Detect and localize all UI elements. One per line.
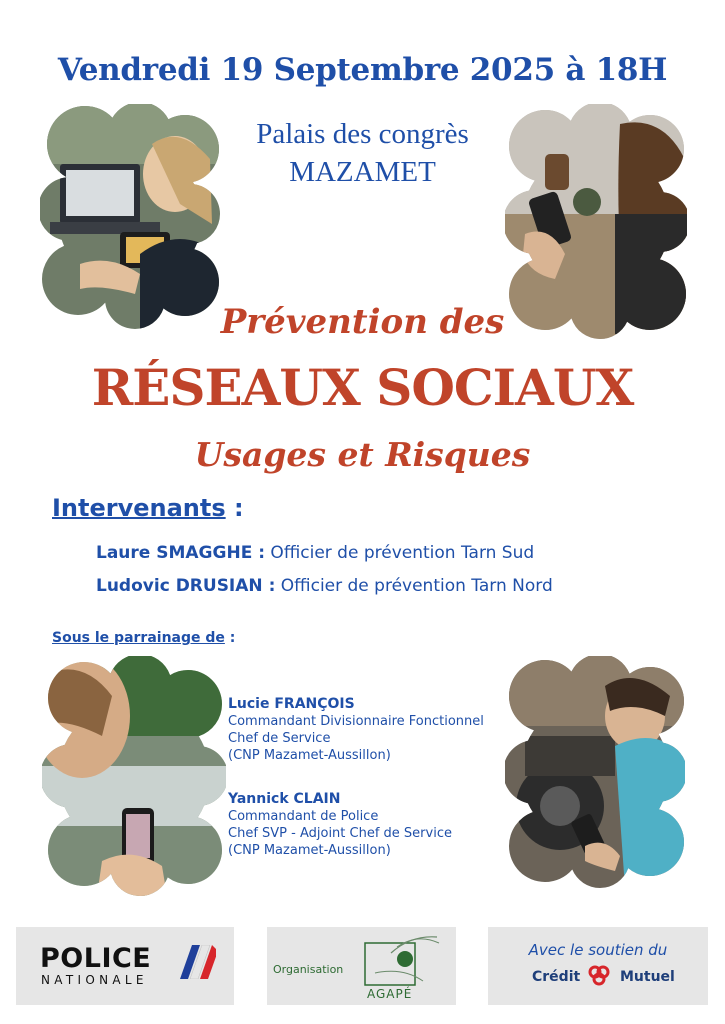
credit-mutuel-logo-icon [586,965,612,987]
support-label: Avec le soutien du [528,941,668,959]
patronage-heading-text: Sous le parrainage de [52,630,225,646]
bank-name-part1: Crédit [532,969,581,985]
speaker-role: Officier de prévention Tarn Nord [275,576,553,596]
police-logo-text: POLICE [40,943,152,974]
patron-name: Lucie FRANÇOIS [228,696,355,712]
patron-title: Commandant de Police [228,809,379,824]
patron-name: Yannick CLAIN [228,791,341,807]
speaker-role: Officier de prévention Tarn Sud [265,543,535,563]
venue-name: Palais des congrès [256,118,469,150]
speaker-name: Ludovic DRUSIAN : [96,576,276,596]
speakers-heading-suffix: : [225,494,244,522]
police-logo-subtext: NATIONALE [41,973,148,987]
title-line-2: RÉSEAUX SOCIAUX [91,358,634,417]
organisation-label: Organisation [273,963,344,976]
patron-function: Chef de Service [228,731,331,746]
agape-logo-icon [363,933,441,989]
venue-city: MAZAMET [289,156,436,188]
photo-bottom-right [505,656,685,888]
patron-title: Commandant Divisionnaire Fonctionnel [228,714,484,729]
patron-unit: (CNP Mazamet-Aussillon) [228,843,391,858]
title-line-3: Usages et Risques [194,435,531,474]
patron-card [228,696,484,764]
bank-name-part2: Mutuel [620,969,675,985]
agape-name: AGAPÉ [367,987,413,1001]
patron-unit: (CNP Mazamet-Aussillon) [228,748,391,763]
speakers-heading-text: Intervenants [52,494,226,522]
police-flag-icon [174,945,216,979]
title-line-1: Prévention des [220,302,505,342]
patron-card [228,791,452,859]
patronage-heading [52,630,235,646]
speaker-item [96,576,553,596]
patron-function: Chef SVP - Adjoint Chef de Service [228,826,452,841]
speakers-heading [52,494,244,522]
event-date: Vendredi 19 Septembre 2025 à 18H [57,52,668,88]
patronage-heading-suffix: : [224,630,236,646]
speaker-item [96,543,534,563]
credit-mutuel-logo-box [488,927,708,1005]
police-nationale-logo-box [16,927,234,1005]
agape-logo-box [267,927,456,1005]
photo-bottom-left [42,656,226,896]
speaker-name: Laure SMAGGHE : [96,543,266,563]
photo-top-left [40,104,220,330]
